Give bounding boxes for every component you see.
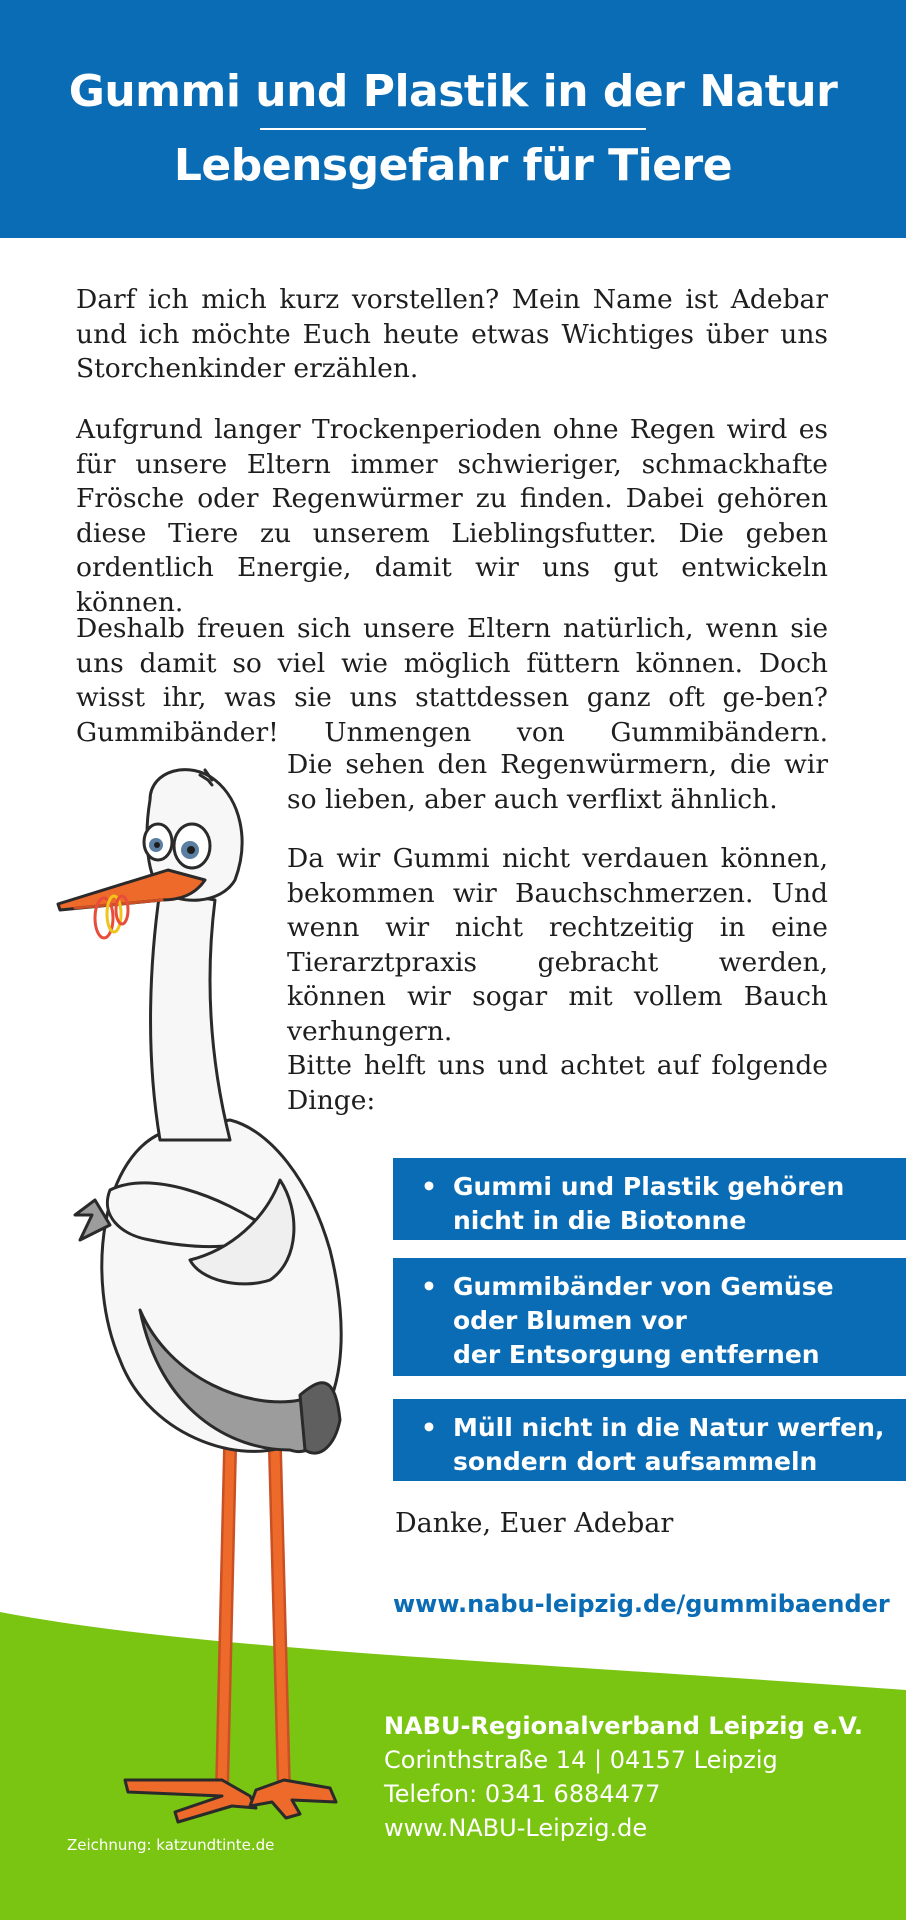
tip-1-line-1: Gummi und Plastik gehören bbox=[453, 1172, 845, 1201]
org-website[interactable]: www.NABU-Leipzig.de bbox=[384, 1814, 648, 1842]
drought-paragraph: Aufgrund langer Trockenperioden ohne Regen wird es für unsere Eltern immer schwieriger, schmackhafte Frösche oder Regenwürmer zu finden. Dabei gehören diese Tiere zu unserem Lieblingsfutter. Die geben ordentlich Energie, damit wir uns gut entwickeln können. bbox=[76, 414, 828, 618]
tip-2-line-1: Gummibänder von Gemüse bbox=[453, 1272, 834, 1301]
footer-contact bbox=[384, 1709, 863, 1845]
tip-3-line-2: sondern dort aufsammeln bbox=[453, 1447, 818, 1476]
help-request-paragraph: Bitte helft uns und achtet auf folgende Dinge: bbox=[287, 1050, 828, 1116]
tip-3-line-1: Müll nicht in die Natur werfen, bbox=[453, 1413, 885, 1442]
tip-2-line-3: der Entsorgung entfernen bbox=[453, 1340, 820, 1369]
tip-1-line-2: nicht in die Biotonne bbox=[453, 1206, 747, 1235]
org-name: NABU-Regionalverband Leipzig e.V. bbox=[384, 1712, 864, 1740]
illustration-credit: Zeichnung: katzundtinte.de bbox=[67, 1836, 275, 1854]
title-line-2: Lebensgefahr für Tiere bbox=[173, 140, 733, 191]
bullet-icon: • bbox=[421, 1172, 437, 1201]
digestion-paragraph: Da wir Gummi nicht verdauen können, bekommen wir Bauchschmerzen. Und wenn wir nicht rechtzeitig in eine Tierarztpraxis gebracht werden, können wir sogar mit vollem Bauch verhungern. bbox=[287, 843, 828, 1047]
org-phone: Telefon: 0341 6884477 bbox=[384, 1780, 661, 1808]
tip-2-line-2: oder Blumen vor bbox=[453, 1306, 687, 1335]
rubber-bands-continued: Die sehen den Regenwürmern, die wir so lieben, aber auch verflixt ähnlich. bbox=[287, 749, 828, 815]
title-line-1: Gummi und Plastik in der Natur bbox=[68, 66, 838, 117]
bullet-icon: • bbox=[421, 1413, 437, 1442]
rubber-bands-paragraph: Deshalb freuen sich unsere Eltern natürlich, wenn sie uns damit so viel wie möglich füttern können. Doch wisst ihr, was sie uns stattdessen ganz oft ge-ben? Gummibänder! Unmengen von Gummibändern. bbox=[76, 613, 828, 748]
org-address: Corinthstraße 14 | 04157 Leipzig bbox=[384, 1746, 778, 1774]
intro-paragraph: Darf ich mich kurz vorstellen? Mein Name ist Adebar und ich möchte Euch heute etwas Wichtiges über uns Storchenkinder erzählen. bbox=[76, 284, 828, 384]
campaign-link[interactable]: www.nabu-leipzig.de/gummibaender bbox=[393, 1590, 890, 1618]
bullet-icon: • bbox=[421, 1272, 437, 1301]
signoff: Danke, Euer Adebar bbox=[395, 1508, 674, 1539]
